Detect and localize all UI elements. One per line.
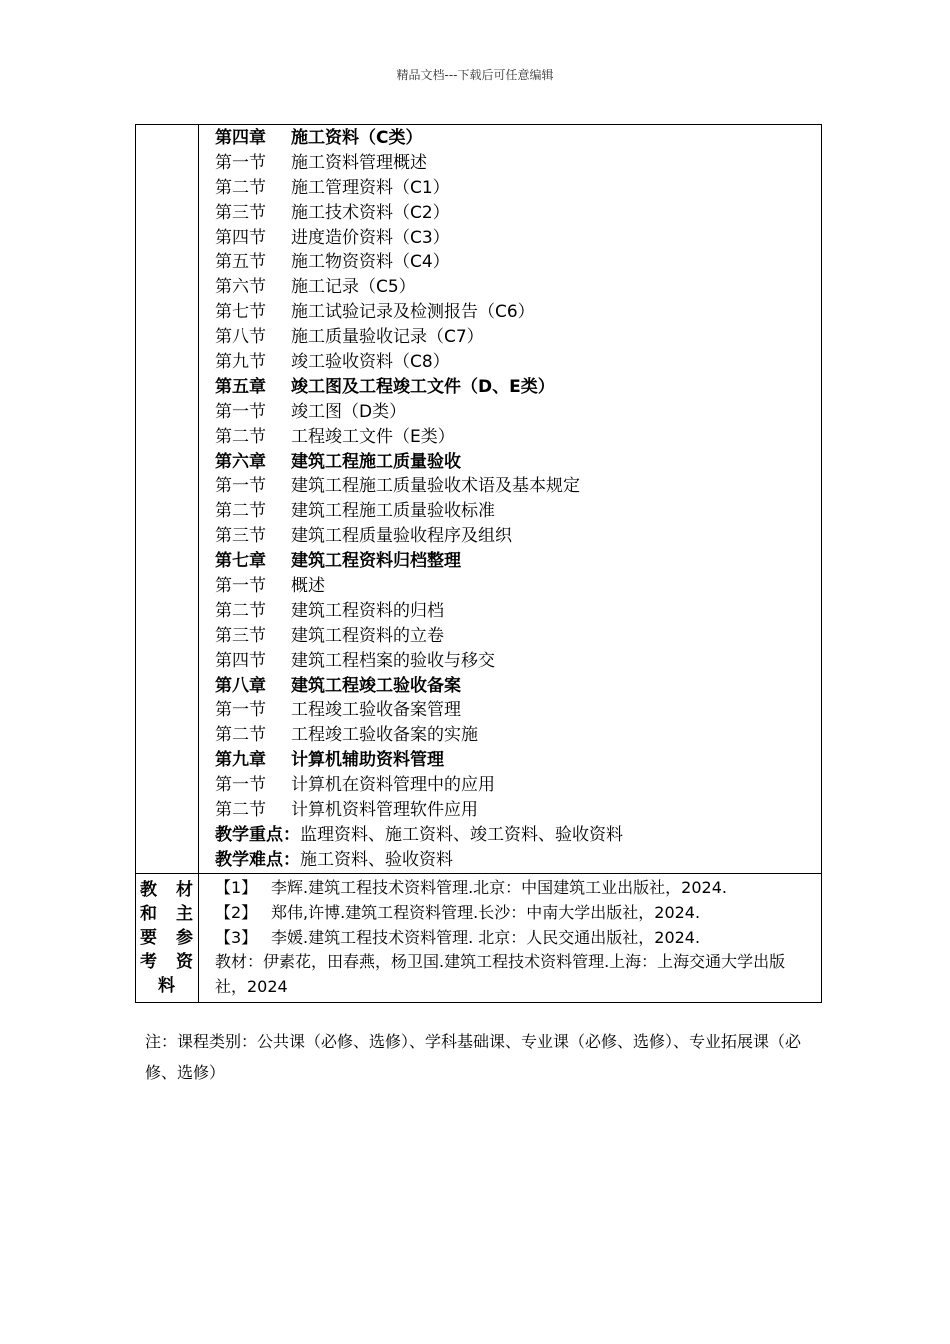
references-label-line: 教 材 bbox=[140, 879, 194, 900]
syllabus-table bbox=[135, 124, 822, 1003]
chapter-heading: 第七章 建筑工程资料归档整理 bbox=[215, 551, 461, 572]
section-line: 第一节 工程竣工验收备案管理 bbox=[215, 700, 461, 721]
references-label-cell bbox=[136, 873, 199, 1003]
section-line: 第一节 竣工图（D类） bbox=[215, 401, 407, 422]
syllabus-content-cell bbox=[199, 125, 822, 874]
references-label-line: 考 资 bbox=[140, 951, 194, 972]
references-label-line: 料 bbox=[158, 975, 176, 996]
empty-label-cell bbox=[136, 125, 199, 874]
section-line: 第三节 建筑工程资料的立卷 bbox=[215, 625, 444, 646]
section-line: 第四节 进度造价资料（C3） bbox=[215, 227, 450, 248]
textbook-line: 教材：伊素花，田春燕，杨卫国.建筑工程技术资料管理.上海：上海交通大学出版社，2024 bbox=[215, 952, 786, 997]
difficulties: 教学难点：施工资料、验收资料 bbox=[215, 849, 453, 870]
references-label-line: 要 参 bbox=[140, 927, 194, 948]
page-header: 精品文档---下载后可任意编辑 bbox=[396, 68, 554, 82]
key-points: 教学重点：监理资料、施工资料、竣工资料、验收资料 bbox=[215, 824, 623, 845]
section-line: 第六节 施工记录（C5） bbox=[215, 277, 416, 298]
section-line: 第二节 计算机资料管理软件应用 bbox=[215, 800, 478, 821]
section-line: 第二节 工程竣工验收备案的实施 bbox=[215, 725, 478, 746]
section-line: 第一节 建筑工程施工质量验收术语及基本规定 bbox=[215, 476, 580, 497]
chapter-heading: 第八章 建筑工程竣工验收备案 bbox=[215, 675, 461, 696]
course-category-note: 注：课程类别：公共课（必修、选修）、学科基础课、专业课（必修、选修）、专业拓展课（必修、选修） bbox=[145, 1032, 802, 1082]
section-line: 第九节 竣工验收资料（C8） bbox=[215, 352, 450, 373]
section-line: 第三节 建筑工程质量验收程序及组织 bbox=[215, 526, 512, 547]
references-content-cell bbox=[199, 873, 822, 1003]
section-line: 第二节 建筑工程资料的归档 bbox=[215, 600, 444, 621]
chapter-heading: 第四章 施工资料（C类） bbox=[215, 128, 423, 148]
chapter-heading: 第六章 建筑工程施工质量验收 bbox=[215, 451, 461, 472]
section-line: 第二节 施工管理资料（C1） bbox=[215, 177, 450, 198]
section-line: 第七节 施工试验记录及检测报告（C6） bbox=[215, 302, 535, 323]
reference-item: 【2】 郑伟,许博.建筑工程资料管理.长沙：中南大学出版社，2024. bbox=[215, 902, 701, 922]
references-row bbox=[136, 873, 822, 1003]
section-line: 第三节 施工技术资料（C2） bbox=[215, 202, 450, 223]
section-line: 第二节 建筑工程施工质量验收标准 bbox=[215, 501, 495, 522]
chapter-heading: 第五章 竣工图及工程竣工文件（D、E类） bbox=[215, 376, 555, 397]
section-line: 第一节 计算机在资料管理中的应用 bbox=[215, 775, 495, 796]
section-line: 第一节 概述 bbox=[215, 576, 325, 597]
section-line: 第八节 施工质量验收记录（C7） bbox=[215, 327, 484, 348]
syllabus-row bbox=[136, 125, 822, 874]
reference-item: 【3】 李媛.建筑工程技术资料管理. 北京：人民交通出版社，2024. bbox=[215, 927, 701, 947]
chapter-heading: 第九章 计算机辅助资料管理 bbox=[215, 750, 444, 771]
reference-item: 【1】 李辉.建筑工程技术资料管理.北京：中国建筑工业出版社，2024. bbox=[215, 877, 727, 897]
references-label-line: 和 主 bbox=[140, 903, 194, 924]
section-line: 第一节 施工资料管理概述 bbox=[215, 152, 427, 173]
section-line: 第四节 建筑工程档案的验收与移交 bbox=[215, 650, 495, 671]
section-line: 第二节 工程竣工文件（E类） bbox=[215, 426, 455, 447]
section-line: 第五节 施工物资资料（C4） bbox=[215, 252, 450, 273]
